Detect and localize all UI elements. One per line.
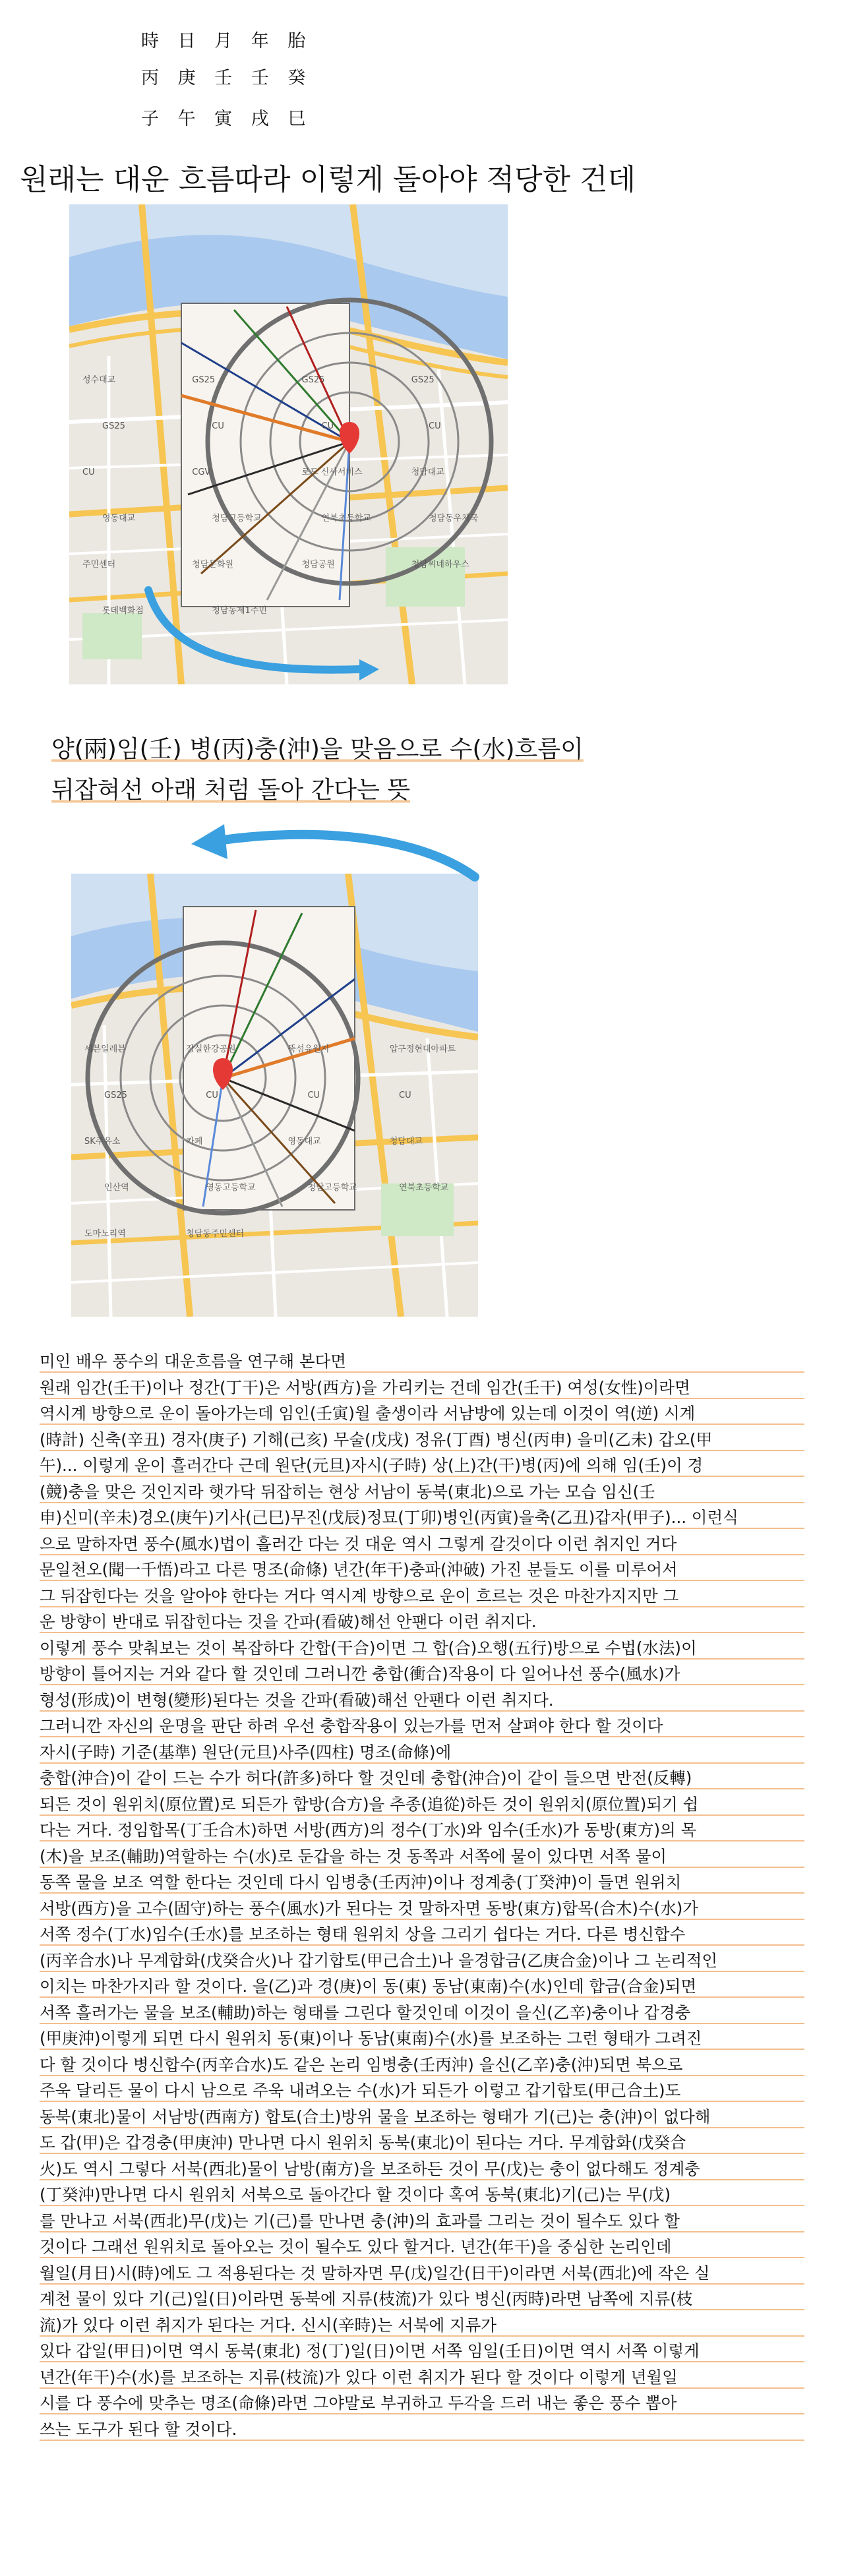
article-line: 원래 임간(壬干)이나 정간(丁干)은 서방(西方)을 가리키는 건데 임간(壬干) 여성(女性)이라면 xyxy=(40,1375,804,1401)
map-label: CU xyxy=(212,421,224,431)
map-label: 영동대교 xyxy=(102,514,136,524)
article-line: 되든 것이 원위치(原位置)로 되든가 합방(合方)을 추종(追從)하든 것이 원위치(原位置)되기 쉽 xyxy=(40,1791,804,1818)
map-label: 도마노리역 xyxy=(84,1229,126,1239)
map-label: GS25 xyxy=(102,421,125,431)
map-image-1 xyxy=(69,204,508,684)
map-label: GS25 xyxy=(192,375,216,385)
article-line: 쓰는 도구가 된다 할 것이다. xyxy=(40,2416,804,2443)
map-label: 청담대교 xyxy=(411,467,444,477)
article-line: 午)... 이렇게 운이 흘러간다 근데 원단(元旦)자시(子時) 상(上)간(干)병(丙)에 의해 임(壬)이 경 xyxy=(40,1453,804,1479)
map-label: CU xyxy=(321,421,334,431)
map-label: SK주유소 xyxy=(84,1137,121,1147)
map-label: 청담씨네하우스 xyxy=(411,560,469,570)
map-label: 연북초등학교 xyxy=(321,514,371,524)
map-label: 롯데백화점 xyxy=(102,606,144,616)
article-line: 를 만나고 서북(西北)무(戊)는 기(己)를 만나면 충(沖)의 효과를 그리는 것이 될수도 있다 할 xyxy=(40,2208,804,2234)
article-line: 운 방향이 반대로 뒤잡힌다는 것을 간파(看破)해선 안팬다 이런 취지다. xyxy=(40,1609,804,1635)
map-label: CU xyxy=(82,467,95,477)
article-line: (丁癸沖)만나면 다시 원위치 서북으로 돌아간다 할 것이다 혹여 동북(東北)기(己)는 무(戊) xyxy=(40,2182,804,2208)
article-line: 주욱 달리든 물이 다시 남으로 주욱 내려오는 수(水)가 되든가 이렇고 갑기합토(甲己合土)도 xyxy=(40,2078,804,2104)
article-line: 방향이 틀어지는 거와 같다 할 것인데 그러니깐 충합(衝合)작용이 다 일어나선 풍수(風水)가 xyxy=(40,1661,804,1687)
map-label: 청담문화원 xyxy=(192,560,234,570)
saju-row-earthly-branches: 子 午 寅 戌 巳 xyxy=(141,109,313,129)
map-label: 압구정현대아파트 xyxy=(389,1044,456,1054)
caption-line-2 xyxy=(51,771,410,805)
article-line: (木)을 보조(輔助)역할하는 수(水)로 둔갑을 하는 것 동쪽과 서쪽에 물이 있다면 서쪽 물이 xyxy=(40,1843,804,1870)
article-line: 월일(月日)시(時)에도 그 적용된다는 것 말하자면 무(戊)일간(日干)이라면 서북(西北)에 작은 실 xyxy=(40,2260,804,2287)
article-line: 이치는 마찬가지라 할 것이다. 을(乙)과 경(庚)이 동(東) 동남(東南)수(水)인데 합금(合金)되면 xyxy=(40,1973,804,2000)
article-line: 미인 배우 풍수의 대운흐름을 연구해 본다면 xyxy=(40,1348,804,1375)
article-line: 그러니깐 자신의 운명을 판단 하려 우선 충합작용이 있는가를 먼저 살펴야 한다 할 것이다 xyxy=(40,1713,804,1739)
saju-row-heavenly-stems: 丙 庚 壬 壬 癸 xyxy=(141,68,313,88)
article-line: 서쪽 흘러가는 물을 보조(輔助)하는 형태를 그린다 할것인데 이것이 을신(乙辛)충이나 갑경충 xyxy=(40,2000,804,2026)
map-image-2 xyxy=(71,874,478,1317)
article-line: (甲庚沖)이렇게 되면 다시 원위치 동(東)이나 동남(東南)수(水)를 보조하는 그런 형태가 그려진 xyxy=(40,2025,804,2052)
map-label: 연북초등학교 xyxy=(399,1183,449,1193)
map-label: 로드 신사서비스 xyxy=(301,467,363,477)
map-label: 청담고등학교 xyxy=(307,1183,357,1193)
map-label: GS25 xyxy=(301,375,325,385)
article-line: 있다 갑일(甲日)이면 역시 동북(東北) 정(丁)일(日)이면 서쪽 임일(壬日)이면 역시 서쪽 이렇게 xyxy=(40,2338,804,2364)
map-label: 카페 xyxy=(186,1137,203,1147)
map-label: 청담대교 xyxy=(389,1137,423,1147)
article-line: (丙辛合水)나 무계합화(戊癸合火)나 갑기합토(甲己合土)나 을경합금(乙庚合金)이나 그 논리적인 xyxy=(40,1948,804,1974)
reverse-flow-arrow-icon xyxy=(178,814,481,893)
article-line: 그 뒤잡힌다는 것을 알아야 한다는 거다 역시계 방향으로 운이 흐르는 것은 마찬가지지만 그 xyxy=(40,1583,804,1609)
article-line: 다 할 것이다 병신합수(丙辛合水)도 같은 논리 임병충(壬丙沖) 을신(乙辛)충(沖)되면 북으로 xyxy=(40,2052,804,2078)
article-line: 시를 다 풍수에 맞추는 명조(命條)라면 그야말로 부귀하고 두각을 드러 내는 좋은 풍수 뽑아 xyxy=(40,2390,804,2416)
map-label: 청담동제1주민 xyxy=(212,606,267,616)
map-label: 영동고등학교 xyxy=(206,1183,256,1193)
article-line: 流)가 있다 이런 취지가 된다는 거다. 신시(辛時)는 서북에 지류가 xyxy=(40,2312,804,2339)
article-line: 다는 거다. 정임합목(丁壬合木)하면 서방(西方)의 정수(丁水)와 임수(壬水)가 동방(東方)의 목 xyxy=(40,1817,804,1843)
section-heading: 원래는 대운 흐름따라 이렇게 돌아야 적당한 건데 xyxy=(20,163,636,196)
map-label: 잠실한강공원 xyxy=(186,1044,236,1054)
map-label: 세븐일레븐 xyxy=(84,1044,126,1054)
article-line: (時計) 신축(辛丑) 경자(庚子) 기해(己亥) 무술(戊戌) 정유(丁酉) 병신(丙申) 을미(乙未) 갑오(甲 xyxy=(40,1427,804,1453)
map-1-graphic xyxy=(69,204,508,684)
map-label: 뚝섬유원지 xyxy=(287,1044,330,1054)
saju-row-stems-header: 時 日 月 年 胎 xyxy=(141,31,313,51)
map-label: GS25 xyxy=(104,1091,127,1100)
caption-line-1 xyxy=(51,731,584,764)
map-2-graphic xyxy=(71,874,478,1317)
map-label: 주민센터 xyxy=(82,560,116,570)
map-label: CU xyxy=(429,421,441,431)
article-line: (競)충을 맞은 것인지라 햇가닥 뒤잡히는 현상 서남이 동북(東北)으로 가는 모습 임신(壬 xyxy=(40,1479,804,1505)
map-label: CGV xyxy=(192,467,211,477)
article-line: 역시계 방향으로 운이 돌아가는데 임인(壬寅)월 출생이라 서남방에 있는데 이것이 역(逆) 시계 xyxy=(40,1400,804,1427)
map-label: 청담공원 xyxy=(301,560,335,570)
map-label: 청담동우체국 xyxy=(429,514,479,524)
map-label: 영동대교 xyxy=(287,1137,321,1147)
article-line: 서방(西方)을 고수(固守)하는 풍수(風水)가 된다는 것 말하자면 동방(東方)합목(合木)수(水)가 xyxy=(40,1896,804,1922)
article-line: 형성(形成)이 변형(變形)된다는 것을 간파(看破)해선 안팬다 이런 취지다. xyxy=(40,1687,804,1714)
article-body xyxy=(40,1348,804,2442)
article-line: 동쪽 물을 보조 역할 한다는 것인데 다시 임병충(壬丙沖)이나 정계충(丁癸沖)이 들면 원위치 xyxy=(40,1869,804,1896)
caption-line-1-text: 양(兩)임(壬) 병(丙)충(沖)을 맞음으로 수(水)흐름이 xyxy=(51,736,584,763)
article-line: 자시(子時) 기준(基準) 원단(元旦)사주(四柱) 명조(命條)에 xyxy=(40,1739,804,1766)
article-line: 서쪽 정수(丁水)임수(壬水)를 보조하는 형태 원위치 상을 그리기 쉽다는 거다. 다른 병신합수 xyxy=(40,1921,804,1948)
article-line: 으로 말하자면 풍수(風水)법이 흘러간 다는 것 대운 역시 그렇게 갈것이다 이런 취지인 거다 xyxy=(40,1531,804,1557)
article-line: 도 갑(甲)은 갑경충(甲庚沖) 만나면 다시 원위치 동북(東北)이 된다는 거다. 무계합화(戊癸合 xyxy=(40,2130,804,2156)
article-line: 충합(沖合)이 같이 드는 수가 허다(許多)하다 할 것인데 충합(沖合)이 같이 들으면 반전(反轉) xyxy=(40,1765,804,1791)
article-line: 申)신미(辛未)경오(庚午)기사(己巳)무진(戊辰)정묘(丁卯)병인(丙寅)을축(乙丑)갑자(甲子)... 이런식 xyxy=(40,1505,804,1531)
map-label: 청담동주민센터 xyxy=(186,1229,245,1239)
article-line: 이렇게 풍수 맞춰보는 것이 복잡하다 간합(干合)이면 그 합(合)오행(五行)방으로 수법(水法)이 xyxy=(40,1635,804,1662)
map-label: CU xyxy=(206,1091,218,1100)
map-label: CU xyxy=(399,1091,411,1100)
article-line: 것이다 그래선 원위치로 돌아오는 것이 될수도 있다 할거다. 년간(年干)을 중심한 논리인데 xyxy=(40,2234,804,2260)
map-label: CU xyxy=(307,1091,320,1100)
article-line: 火)도 역시 그렇다 서북(西北)물이 남방(南方)을 보조하든 것이 무(戊)는 충이 없다해도 정계충 xyxy=(40,2156,804,2182)
article-line: 계천 물이 있다 기(己)일(日)이라면 동북에 지류(枝流)가 있다 병신(丙時)라면 남쪽에 지류(枝 xyxy=(40,2286,804,2312)
map-label: 인산역 xyxy=(104,1183,129,1193)
map-label: 성수대교 xyxy=(82,375,116,385)
article-line: 동북(東北)물이 서남방(西南方) 합토(合土)방위 물을 보조하는 형태가 기(己)는 충(沖)이 없다해 xyxy=(40,2104,804,2130)
article-line: 년간(年干)수(水)를 보조하는 지류(枝流)가 있다 이런 취지가 된다 할 것이다 이렇게 년월일 xyxy=(40,2364,804,2391)
article-line: 문일천오(聞一千悟)라고 다른 명조(命條) 년간(年干)충파(沖破) 가진 분들도 이를 미루어서 xyxy=(40,1557,804,1583)
caption-line-2-text: 뒤잡혀선 아래 처럼 돌아 간다는 뜻 xyxy=(51,777,411,804)
map-label: GS25 xyxy=(411,375,435,385)
map-label: 청담고등학교 xyxy=(212,514,262,524)
